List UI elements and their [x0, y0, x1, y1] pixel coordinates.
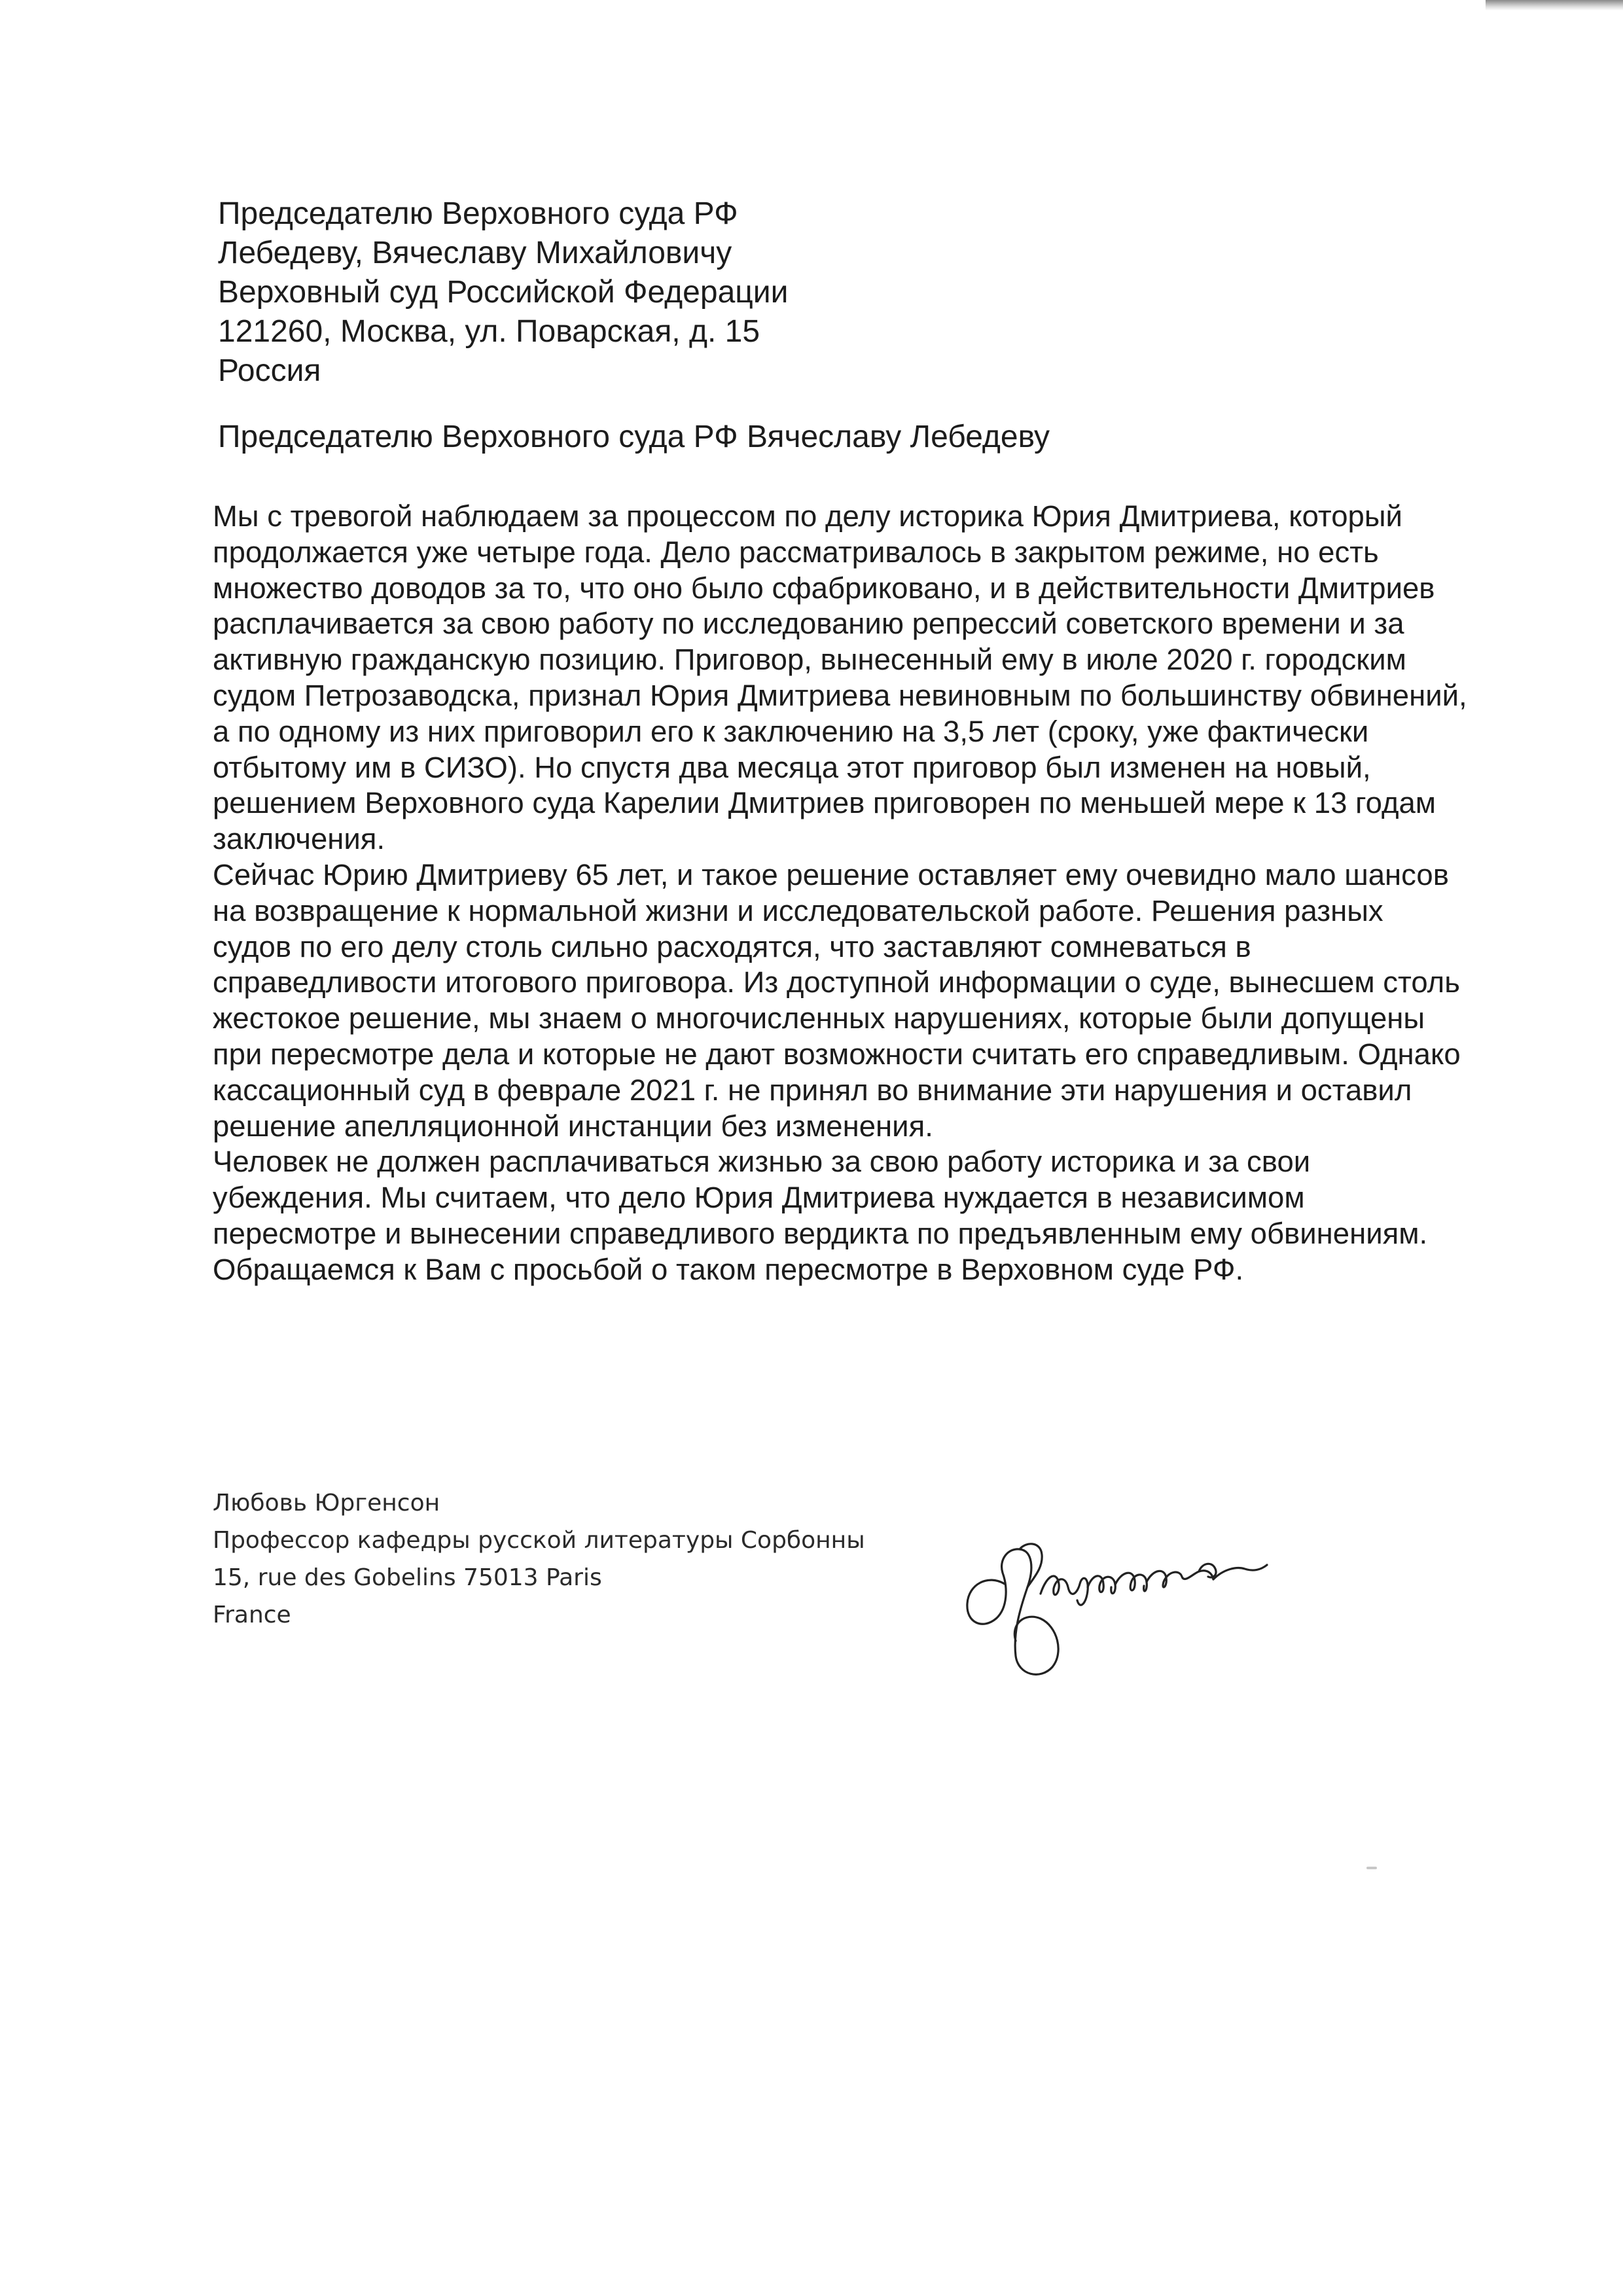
handwritten-signature: [942, 1496, 1335, 1692]
address-line-institution: Верховный суд Российской Федерации: [218, 275, 789, 310]
address-line-street: 121260, Москва, ул. Поварская, д. 15: [218, 314, 760, 349]
sender-country: France: [213, 1602, 291, 1628]
sender-address: 15, rue des Gobelins 75013 Paris: [213, 1564, 602, 1591]
sender-name: Любовь Юргенсон: [213, 1490, 440, 1516]
body-paragraph: Сейчас Юрию Дмитриеву 65 лет, и такое решение оставляет ему очевидно мало шансов на возвращение к нормальной жизни и исследовательской работе. Решения разных судов по его делу столь сильно расходятся, что заставляют сомневаться в справедливости итогового приговора. Из доступной информации о суде, вынесшем столь жестокое решение, мы знаем о многочисленных нарушениях, которые были допущены при пересмотре дела и которые не дают возможности считать его справедливым. Однако кассационный суд в феврале 2021 г. не принял во внимание эти нарушения и оставил решение апелляционной инстанции без изменения.: [213, 857, 1461, 1143]
recipient-address: [218, 194, 788, 391]
sender-block: [213, 1484, 865, 1634]
address-line-country: Россия: [218, 353, 321, 388]
letter-body: [213, 499, 1469, 1288]
salutation: Председателю Верховного суда РФ Вячеславу Лебедеву: [218, 420, 1050, 454]
address-line-recipient-title: Председателю Верховного суда РФ: [218, 196, 738, 231]
scan-edge-mark: [1486, 0, 1623, 10]
sender-title: Профессор кафедры русской литературы Сорбонны: [213, 1527, 865, 1554]
scan-speck: [1366, 1867, 1377, 1869]
body-paragraph: Мы с тревогой наблюдаем за процессом по делу историка Юрия Дмитриева, который продолжается уже четыре года. Дело рассматривалось в закрытом режиме, но есть множество доводов за то, что оно было сфабриковано, и в действительности Дмитриев расплачивается за свою работу по исследованию репрессий советского времени и за активную гражданскую позицию. Приговор, вынесенный ему в июле 2020 г. городским судом Петрозаводска, признал Юрия Дмитриева невиновным по большинству обвинений, а по одному из них приговорил его к заключению на 3,5 лет (сроку, уже фактически отбытому им в СИЗО). Но спустя два месяца этот приговор был изменен на новый, решением Верховного суда Карелии Дмитриев приговорен по меньшей мере к 13 годам заключения.: [213, 499, 1467, 856]
address-line-recipient-name: Лебедеву, Вячеславу Михайловичу: [218, 236, 732, 270]
body-paragraph: Человек не должен расплачиваться жизнью за свою работу историка и за свои убеждения. Мы считаем, что дело Юрия Дмитриева нуждается в независимом пересмотре и вынесении справедливого вердикта по предъявленным ему обвинениям. Обращаемся к Вам с просьбой о таком пересмотре в Верховном суде РФ.: [213, 1145, 1428, 1286]
